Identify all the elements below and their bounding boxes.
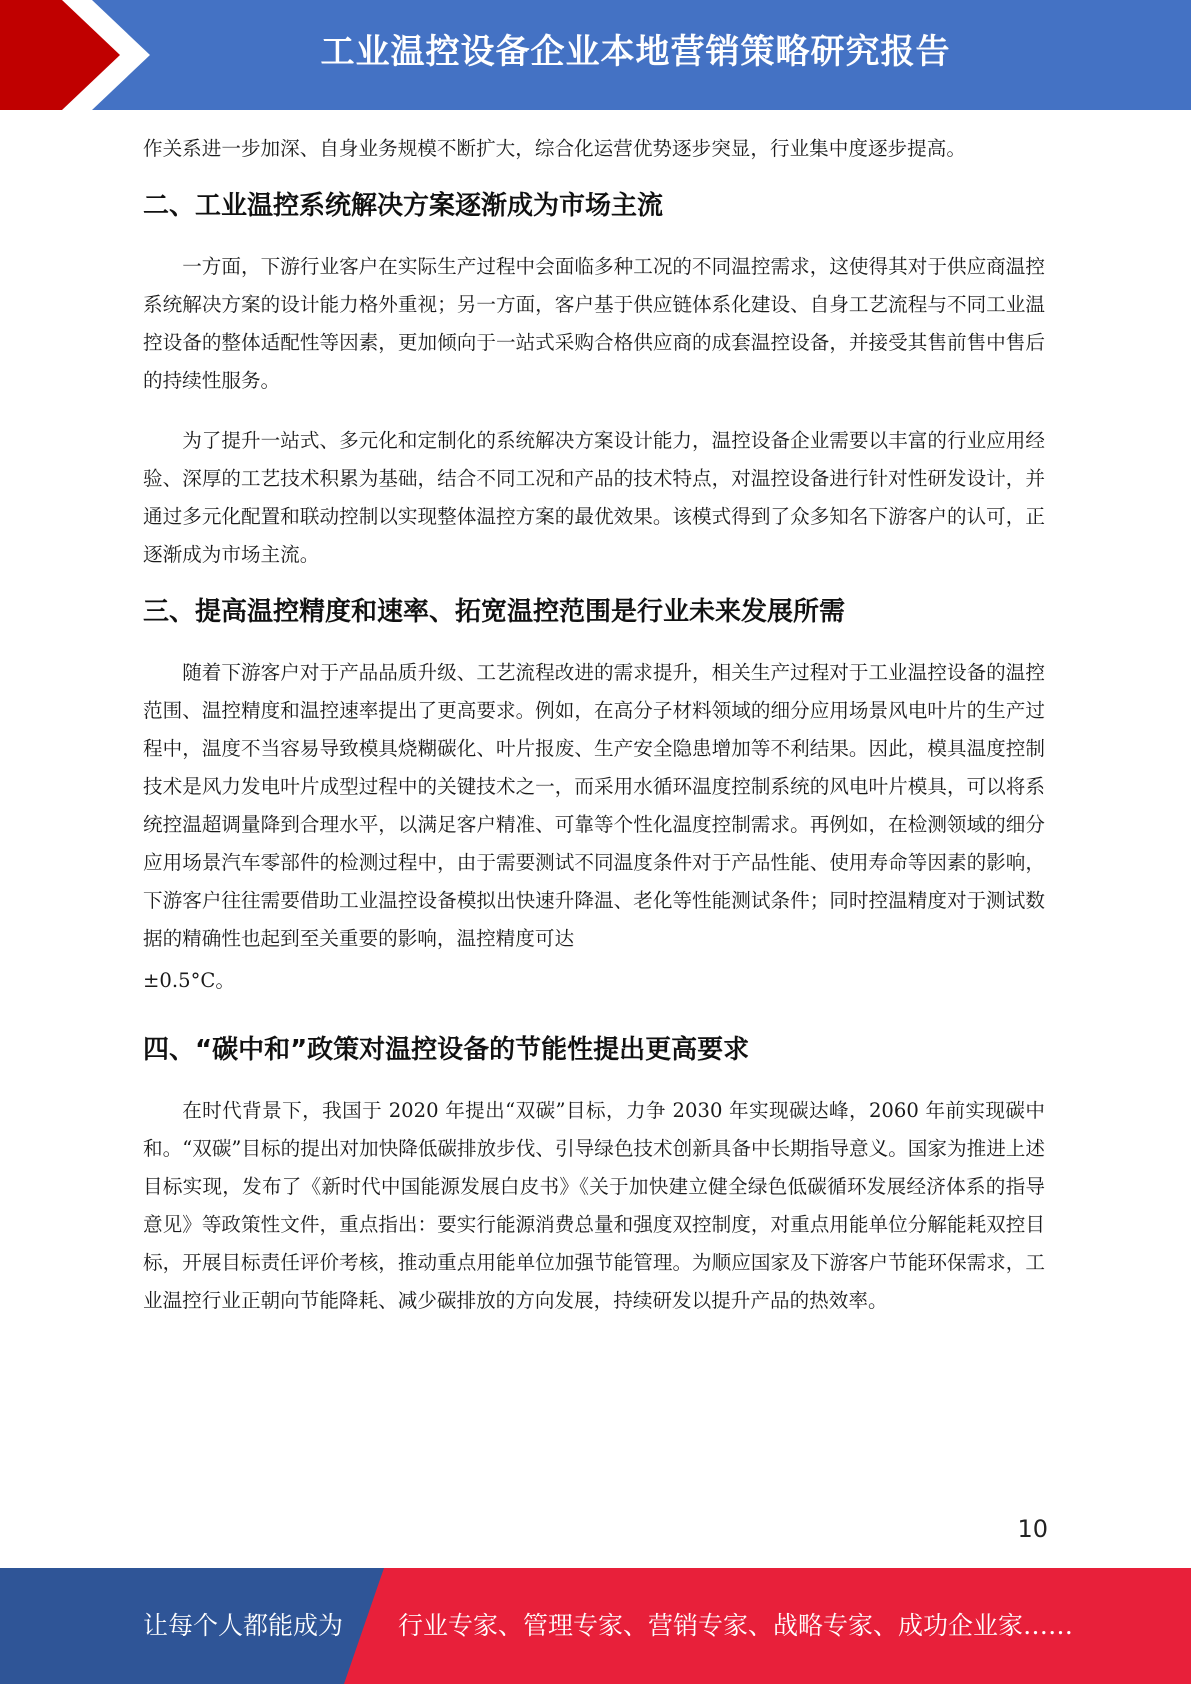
report-title: 工业温控设备企业本地营销策略研究报告 <box>320 32 951 72</box>
section-3-paragraph-1-tail: ±0.5°C。 <box>143 969 235 992</box>
section-heading-4: 四、“碳中和”政策对温控设备的节能性提出更高要求 <box>143 1035 750 1065</box>
section-3-paragraph-1: 随着下游客户对于产品品质升级、工艺流程改进的需求提升，相关生产过程对于工业温控设备的温控范围、温控精度和温控速率提出了更高要求。例如，在高分子材料领域的细分应用场景风电叶片的生产过程中，温度不当容易导致模具烧糊碳化、叶片报废、生产安全隐患增加等不利结果。因此，模具温度控制技术是风力发电叶片成型过程中的关键技术之一，而采用水循环温度控制系统的风电叶片模具，可以将系统控温超调量降到合理水平，以满足客户精准、可靠等个性化温度控制需求。再例如，在检测领域的细分应用场景汽车零部件的检测过程中，由于需要测试不同温度条件对于产品性能、使用寿命等因素的影响，下游客户往往需要借助工业温控设备模拟出快速升降温、老化等性能测试条件；同时控温精度对于测试数据的精确性也起到至关重要的影响，温控精度可达 <box>143 661 1045 950</box>
page-footer <box>0 1568 1191 1684</box>
intro-paragraph: 作关系进一步加深、自身业务规模不断扩大，综合化运营优势逐步突显，行业集中度逐步提高。 <box>143 137 966 160</box>
page-number: 10 <box>1017 1515 1048 1543</box>
header-arrow-decoration <box>0 0 160 110</box>
section-2-paragraph-1: 一方面，下游行业客户在实际生产过程中会面临多种工况的不同温控需求，这使得其对于供应商温控系统解决方案的设计能力格外重视；另一方面，客户基于供应链体系化建设、自身工艺流程与不同工业温控设备的整体适配性等因素，更加倾向于一站式采购合格供应商的成套温控设备，并接受其售前售中售后的持续性服务。 <box>143 255 1045 392</box>
footer-slogan-right: 行业专家、管理专家、营销专家、战略专家、成功企业家…… <box>398 1611 1074 1640</box>
footer-slogan-left: 让每个人都能成为 <box>143 1611 344 1640</box>
page-content <box>143 130 1045 1320</box>
page-header <box>0 0 1191 110</box>
section-heading-2: 二、工业温控系统解决方案逐渐成为市场主流 <box>143 191 664 221</box>
section-4-paragraph-1: 在时代背景下，我国于 2020 年提出“双碳”目标，力争 2030 年实现碳达峰，2060 年前实现碳中和。“双碳”目标的提出对加快降低碳排放步伐、引导绿色技术创新具备中长期指导意义。国家为推进上述目标实现，发布了《新时代中国能源发展白皮书》《关于加快建立健全绿色低碳循环发展经济体系的指导意见》等政策性文件，重点指出：要实行能源消费总量和强度双控制度，对重点用能单位分解能耗双控目标，开展目标责任评价考核，推动重点用能单位加强节能管理。为顺应国家及下游客户节能环保需求，工业温控行业正朝向节能降耗、减少碳排放的方向发展，持续研发以提升产品的热效率。 <box>143 1099 1045 1312</box>
section-heading-3: 三、提高温控精度和速率、拓宽温控范围是行业未来发展所需 <box>143 597 846 627</box>
section-2-paragraph-2: 为了提升一站式、多元化和定制化的系统解决方案设计能力，温控设备企业需要以丰富的行业应用经验、深厚的工艺技术积累为基础，结合不同工况和产品的技术特点，对温控设备进行针对性研发设计，并通过多元化配置和联动控制以实现整体温控方案的最优效果。该模式得到了众多知名下游客户的认可，正逐渐成为市场主流。 <box>143 429 1045 566</box>
